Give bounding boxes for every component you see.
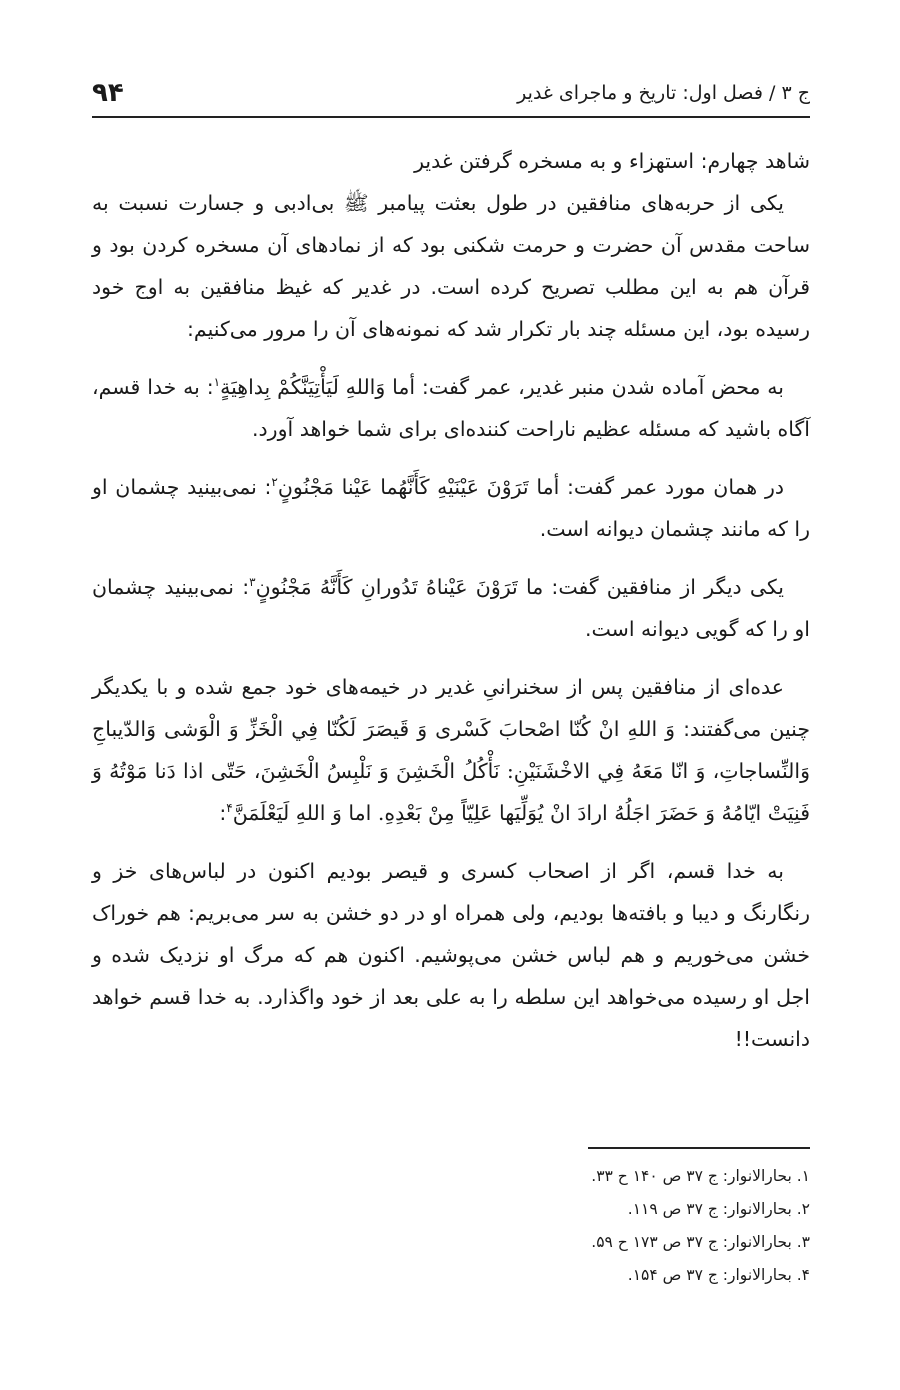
paragraph-quote-1 xyxy=(92,366,810,450)
quote-4-arabic: وَ اللهِ انْ كُنّا اصْحابَ كَسْرى وَ قَيصَرَ لَكُنّا فِي الْخَزِّ وَ الْوَشى وَالدّيباجِ وَالنِّساجاتِ، وَ انّا مَعَهُ فِي الاخْشَنَيْنِ: نَأْكُلُ الْخَشِنَ وَ نَلْبِسُ الْخَشِنَ، حَتّى اذا دَنا مَوْتُهُ وَ فَنِيَتْ ايّامُهُ وَ حَضَرَ اجَلُهُ ارادَ انْ يُوَلِّيَها عَلِيّاً مِنْ بَعْدِهِ. اما وَ اللهِ لَيَعْلَمَنَّ xyxy=(92,717,810,825)
footnote-ref-3: ۳ xyxy=(249,575,256,590)
footnote-3: ۳. بحارالانوار: ج ۳۷ ص ۱۷۳ ح ۵۹. xyxy=(591,1233,810,1251)
quote-2-arabic: أما تَرَوْنَ عَيْنَيْهِ كَأَنَّهُما عَيْنا مَجْنُونٍ xyxy=(277,475,560,499)
quote-3-arabic: ما تَرَوْنَ عَيْناهُ تَدُورانِ كَأَنَّهُ مَجْنُونٍ xyxy=(255,575,544,599)
section-heading: شاهد چهارم: استهزاء و به مسخره گرفتن غدیر xyxy=(414,149,810,173)
paragraph-quote-3 xyxy=(92,566,810,650)
paragraph-quote-4 xyxy=(92,666,810,834)
header-rule xyxy=(92,116,810,118)
footnote-ref-4: ۴ xyxy=(226,801,233,816)
paragraph-translation: به خدا قسم، اگر از اصحاب کسری و قیصر بودیم اکنون در لباس‌های خز و رنگارنگ و دیبا و بافته‌ها بودیم، ولی همراه او در دو خشن به سر می‌بریم: هم خوراک خشن می‌خوریم و هم لباس خشن می‌پوشیم. اکنون هم که مرگ او نزدیک شده و اجل او رسیده می‌خواهد این سلطه را به علی بعد از خود واگذارد. به خدا قسم خواهد دانست!! xyxy=(92,859,810,1051)
book-page xyxy=(92,0,810,1390)
quote-1-lead: به محض آماده شدن منبر غدیر، عمر گفت: xyxy=(415,375,785,399)
quote-4-end: : xyxy=(219,801,227,825)
paragraph-intro: یکی از حربه‌های منافقین در طول بعثت پیامبر ﷺ بی‌ادبی و جسارت نسبت به ساحت مقدس آن حضرت و حرمت شکنی بود که از نمادهای آن مسخره کردن بود و قرآن هم به این مطلب تصریح کرده است. در غدیر که غیظ منافقین به اوج خود رسیده بود، این مسئله چند بار تکرار شد که نمونه‌های آن را مرور می‌کنیم: xyxy=(92,191,810,341)
footnotes xyxy=(92,1160,810,1292)
quote-2-lead: در همان مورد عمر گفت: xyxy=(559,475,784,499)
footnote-rule xyxy=(588,1147,810,1149)
quote-3-lead: یکی دیگر از منافقین گفت: xyxy=(543,575,784,599)
paragraph-quote-2 xyxy=(92,466,810,550)
quote-2-translation: : نمی‌بینید چشمان او را که مانند چشمان دیوانه است. xyxy=(92,475,810,541)
footnote-ref-1: ۱ xyxy=(213,375,221,390)
quote-1-arabic: أما وَاللهِ لَيَأْتِيَنَّكُمْ بِداهِيَةٍ xyxy=(220,375,416,399)
page-body xyxy=(92,140,810,1060)
running-title: ج ۳ / فصل اول: تاریخ و ماجرای غدیر xyxy=(517,82,810,104)
footnote-4: ۴. بحارالانوار: ج ۳۷ ص ۱۵۴. xyxy=(627,1266,810,1284)
quote-1-translation: : به خدا قسم، آگاه باشید که مسئله عظیم ناراحت کننده‌ای برای شما خواهد آورد. xyxy=(92,375,810,441)
page-number: ۹۴ xyxy=(92,78,124,108)
footnote-ref-2: ۲ xyxy=(271,475,278,490)
footnote-1: ۱. بحارالانوار: ج ۳۷ ص ۱۴۰ ح ۳۳. xyxy=(591,1167,810,1185)
footnote-2: ۲. بحارالانوار: ج ۳۷ ص ۱۱۹. xyxy=(627,1200,810,1218)
page-header xyxy=(92,62,810,114)
quote-4-lead: عده‌ای از منافقین پس از سخنرانیِ غدیر در خیمه‌های خود جمع شده و با یکدیگر چنین می‌گفتند: xyxy=(92,675,810,741)
quote-3-translation: : نمی‌بینید چشمان او را که گویی دیوانه است. xyxy=(92,575,810,641)
